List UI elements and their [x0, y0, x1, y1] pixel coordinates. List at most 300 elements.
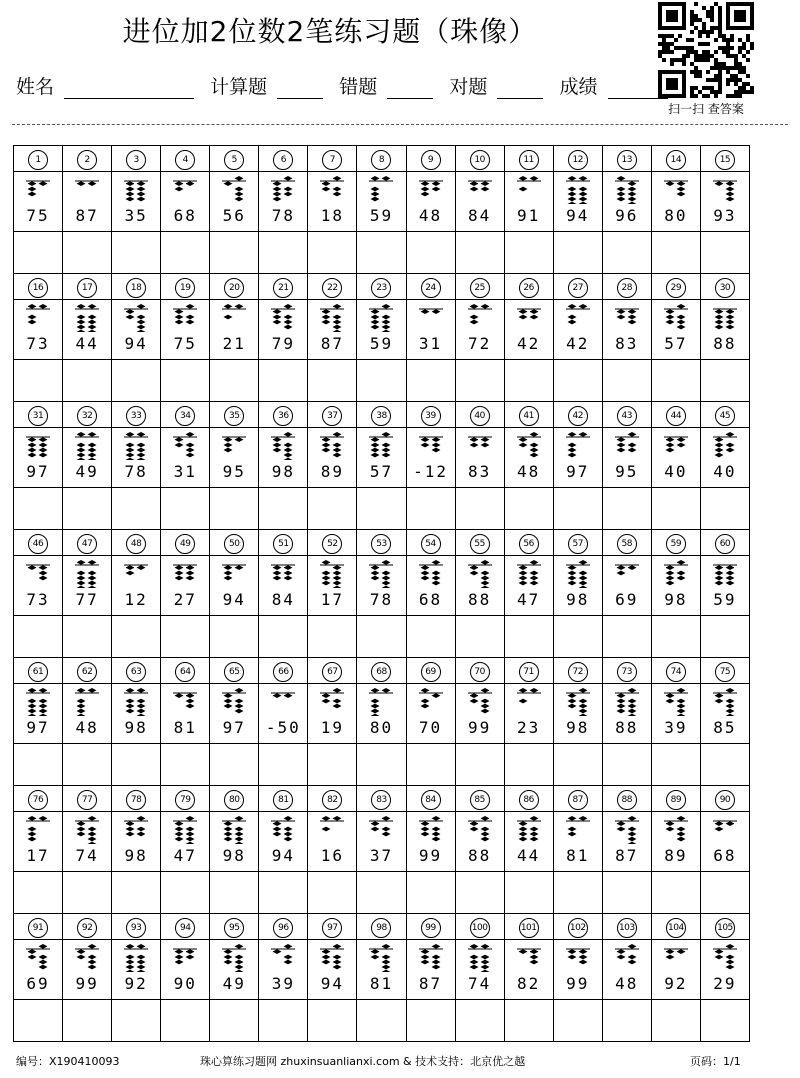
abacus-bead-icon	[123, 688, 149, 716]
earth-bead	[126, 571, 135, 576]
earth-bead	[28, 192, 37, 197]
problem-number-cell	[455, 658, 504, 684]
problem-number: 82	[322, 790, 342, 810]
answer-cell[interactable]	[455, 616, 504, 658]
problem-number: 88	[617, 790, 637, 810]
abacus-bead-icon	[270, 304, 296, 332]
answer-cell[interactable]	[308, 872, 357, 914]
earth-bead	[714, 320, 723, 325]
problem-number: 16	[28, 278, 48, 298]
answer-cell[interactable]	[553, 360, 602, 402]
heaven-bead	[126, 944, 135, 949]
answer-cell[interactable]	[14, 488, 63, 530]
earth-bead	[420, 827, 429, 832]
problem-number: 10	[470, 150, 490, 170]
answer-cell[interactable]	[553, 488, 602, 530]
problem-number: 96	[273, 918, 293, 938]
count-field[interactable]	[277, 76, 323, 99]
answer-cell[interactable]	[308, 488, 357, 530]
earth-bead	[28, 709, 37, 714]
earth-bead	[676, 837, 685, 842]
problem-number-cell	[651, 402, 700, 428]
answer-cell[interactable]	[357, 744, 406, 786]
answer-cell[interactable]	[602, 872, 651, 914]
problem-number: 71	[519, 662, 539, 682]
problem-cell	[455, 812, 504, 872]
problem-number-cell	[308, 402, 357, 428]
answer-cell[interactable]	[602, 616, 651, 658]
addend-number: 98	[664, 590, 688, 609]
heaven-bead	[322, 437, 331, 442]
heaven-bead	[665, 309, 674, 314]
earth-bead	[77, 571, 86, 576]
answer-cell[interactable]	[161, 1000, 210, 1042]
answer-cell[interactable]	[63, 1000, 112, 1042]
heaven-bead	[28, 565, 37, 570]
answer-cell[interactable]	[455, 232, 504, 274]
answer-cell[interactable]	[602, 232, 651, 274]
answer-cell[interactable]	[406, 232, 455, 274]
heaven-bead	[469, 181, 478, 186]
answer-cell[interactable]	[553, 744, 602, 786]
heaven-bead	[714, 181, 723, 186]
answer-cell[interactable]	[63, 616, 112, 658]
answer-cell[interactable]	[406, 1000, 455, 1042]
answer-cell[interactable]	[504, 1000, 553, 1042]
answer-cell[interactable]	[651, 360, 700, 402]
earth-bead	[284, 443, 293, 448]
answer-cell[interactable]	[455, 744, 504, 786]
earth-bead	[431, 187, 440, 192]
problem-cell	[553, 172, 602, 232]
name-field[interactable]	[64, 76, 194, 99]
problem-number: 9	[421, 150, 441, 170]
answer-cell[interactable]	[406, 616, 455, 658]
answer-cell[interactable]	[259, 232, 308, 274]
answer-cell[interactable]	[455, 1000, 504, 1042]
answer-cell[interactable]	[406, 360, 455, 402]
problem-number: 36	[273, 406, 293, 426]
heaven-bead	[578, 688, 587, 693]
answer-cell[interactable]	[259, 744, 308, 786]
earth-bead	[627, 827, 636, 832]
problem-number: 101	[519, 918, 539, 938]
heaven-bead	[175, 949, 184, 954]
heaven-bead	[77, 821, 86, 826]
answer-cell[interactable]	[406, 488, 455, 530]
answer-cell[interactable]	[504, 232, 553, 274]
problem-number: 24	[421, 278, 441, 298]
problem-number: 4	[175, 150, 195, 170]
heaven-bead	[322, 560, 331, 565]
abacus-bead-icon	[25, 560, 51, 588]
problem-number: 81	[273, 790, 293, 810]
answer-cell[interactable]	[14, 872, 63, 914]
earth-bead	[88, 448, 97, 453]
heaven-bead	[28, 816, 37, 821]
answer-cell[interactable]	[651, 616, 700, 658]
answer-cell[interactable]	[406, 744, 455, 786]
answer-cell[interactable]	[406, 872, 455, 914]
addend-number: 84	[271, 590, 295, 609]
answer-cell[interactable]	[161, 872, 210, 914]
heaven-bead	[665, 437, 674, 442]
answer-cell[interactable]	[161, 616, 210, 658]
abacus-bead-icon	[516, 816, 542, 844]
abacus-bead-icon	[467, 944, 493, 972]
earth-bead	[88, 955, 97, 960]
answer-cell[interactable]	[210, 488, 259, 530]
earth-bead	[382, 586, 391, 588]
earth-bead	[480, 581, 489, 586]
heaven-bead	[322, 949, 331, 954]
heaven-bead	[88, 181, 97, 186]
answer-cell[interactable]	[161, 744, 210, 786]
answer-cell[interactable]	[210, 1000, 259, 1042]
problem-number-cell	[455, 274, 504, 300]
earth-bead	[725, 448, 734, 453]
addend-number: 68	[713, 846, 737, 865]
earth-bead	[126, 458, 135, 460]
earth-bead	[529, 955, 538, 960]
addend-number: 80	[369, 718, 394, 737]
answer-cell[interactable]	[553, 872, 602, 914]
problem-cell	[161, 300, 210, 360]
answer-cell[interactable]	[63, 488, 112, 530]
earth-bead	[333, 453, 342, 458]
answer-cell[interactable]	[455, 488, 504, 530]
problem-cell	[259, 428, 308, 488]
earth-bead	[480, 699, 489, 704]
answer-cell[interactable]	[14, 616, 63, 658]
problem-number: 26	[519, 278, 539, 298]
addend-number: 47	[517, 590, 541, 609]
earth-bead	[77, 325, 86, 330]
answer-cell[interactable]	[210, 616, 259, 658]
answer-cell[interactable]	[504, 616, 553, 658]
answer-cell[interactable]	[602, 488, 651, 530]
earth-bead	[725, 192, 734, 197]
heaven-bead	[627, 181, 636, 186]
answer-cell[interactable]	[210, 744, 259, 786]
exercise-grid	[13, 145, 750, 1042]
heaven-bead	[420, 949, 429, 954]
abacus-bead-icon	[712, 176, 738, 204]
earth-bead	[382, 955, 391, 960]
answer-cell[interactable]	[112, 488, 161, 530]
problem-number-cell	[504, 274, 553, 300]
answer-cell[interactable]	[700, 1000, 749, 1042]
footer-code: 编号：X190410093	[16, 1055, 120, 1068]
addend-number: 77	[75, 590, 99, 609]
heaven-bead	[284, 176, 293, 181]
answer-cell[interactable]	[259, 488, 308, 530]
answer-cell[interactable]	[14, 744, 63, 786]
earth-bead	[235, 832, 244, 837]
problem-number: 64	[175, 662, 195, 682]
answer-cell[interactable]	[700, 232, 749, 274]
abacus-bead-icon	[221, 688, 247, 716]
earth-bead	[126, 970, 135, 972]
answer-cell[interactable]	[553, 232, 602, 274]
answer-cell[interactable]	[357, 1000, 406, 1042]
problem-cell	[63, 940, 112, 1000]
answer-cell[interactable]	[651, 232, 700, 274]
earth-bead	[420, 699, 429, 704]
answer-cell[interactable]	[357, 360, 406, 402]
earth-bead	[224, 837, 233, 842]
answer-cell[interactable]	[161, 488, 210, 530]
heaven-bead	[676, 304, 685, 309]
answer-cell[interactable]	[455, 360, 504, 402]
answer-cell[interactable]	[553, 616, 602, 658]
earth-bead	[28, 448, 37, 453]
problem-number-cell	[308, 530, 357, 556]
right-label: 对题	[449, 76, 488, 98]
problem-cell	[210, 172, 259, 232]
answer-cell[interactable]	[210, 232, 259, 274]
problem-number-cell	[357, 274, 406, 300]
earth-bead	[665, 955, 674, 960]
answer-cell[interactable]	[259, 360, 308, 402]
answer-cell[interactable]	[259, 1000, 308, 1042]
earth-bead	[567, 202, 576, 204]
addend-number: 97	[26, 718, 50, 737]
answer-cell[interactable]	[651, 488, 700, 530]
heaven-bead	[431, 944, 440, 949]
problem-cell	[210, 428, 259, 488]
answer-cell[interactable]	[700, 488, 749, 530]
answer-cell[interactable]	[504, 488, 553, 530]
problem-cell	[700, 300, 749, 360]
earth-bead	[77, 709, 86, 714]
addend-number: 78	[369, 590, 394, 609]
answer-cell[interactable]	[308, 616, 357, 658]
answer-cell[interactable]	[112, 872, 161, 914]
earth-bead	[665, 320, 674, 325]
abacus-bead-icon	[565, 176, 591, 204]
heaven-bead	[284, 565, 293, 570]
earth-bead	[126, 187, 135, 192]
addend-number: 95	[222, 462, 246, 481]
earth-bead	[39, 965, 48, 970]
addend-number: 87	[418, 974, 443, 993]
problem-number: 97	[322, 918, 342, 938]
answer-cell[interactable]	[308, 232, 357, 274]
problem-number: 105	[715, 918, 735, 938]
problem-cell	[651, 812, 700, 872]
answer-cell[interactable]	[308, 1000, 357, 1042]
answer-cell[interactable]	[700, 616, 749, 658]
heaven-bead	[273, 949, 282, 954]
answer-cell[interactable]	[63, 744, 112, 786]
heaven-bead	[725, 565, 734, 570]
earth-bead	[88, 453, 97, 458]
answer-cell[interactable]	[700, 360, 749, 402]
earth-bead	[616, 699, 625, 704]
earth-bead	[627, 837, 636, 842]
problem-number-cell	[602, 530, 651, 556]
problem-number-cell	[112, 658, 161, 684]
abacus-bead-icon	[74, 304, 100, 332]
heaven-bead	[28, 304, 37, 309]
earth-bead	[39, 453, 48, 458]
earth-bead	[284, 458, 293, 460]
problem-cell	[651, 684, 700, 744]
problem-number-cell	[553, 658, 602, 684]
answer-cell[interactable]	[259, 872, 308, 914]
earth-bead	[235, 699, 244, 704]
answer-cell[interactable]	[504, 360, 553, 402]
earth-bead	[273, 192, 282, 197]
heaven-bead	[676, 437, 685, 442]
abacus-bead-icon	[270, 432, 296, 460]
answer-cell[interactable]	[651, 872, 700, 914]
heaven-bead	[578, 432, 587, 437]
earth-bead	[616, 443, 625, 448]
answer-cell[interactable]	[455, 872, 504, 914]
answer-cell[interactable]	[161, 360, 210, 402]
addend-number: 85	[713, 718, 737, 737]
problem-cell	[455, 428, 504, 488]
answer-cell[interactable]	[259, 616, 308, 658]
problem-number-cell	[504, 146, 553, 172]
addend-number: 94	[271, 846, 295, 865]
earth-bead	[431, 837, 440, 842]
earth-bead	[88, 832, 97, 837]
heaven-bead	[480, 944, 489, 949]
problem-number: 39	[421, 406, 441, 426]
answer-cell[interactable]	[112, 1000, 161, 1042]
abacus-bead-icon	[663, 176, 689, 204]
problem-number: 47	[77, 534, 97, 554]
answer-cell[interactable]	[210, 360, 259, 402]
earth-bead	[578, 704, 587, 709]
answer-cell[interactable]	[112, 744, 161, 786]
problem-number-cell	[504, 658, 553, 684]
earth-bead	[224, 699, 233, 704]
answer-cell[interactable]	[357, 488, 406, 530]
answer-cell[interactable]	[112, 232, 161, 274]
heaven-bead	[480, 181, 489, 186]
abacus-bead-icon	[565, 688, 591, 716]
answer-cell[interactable]	[357, 232, 406, 274]
heaven-bead	[627, 309, 636, 314]
heaven-bead	[28, 181, 37, 186]
abacus-bead-icon	[172, 560, 198, 588]
problem-number: 23	[371, 278, 391, 298]
problem-number: 14	[666, 150, 686, 170]
addend-number: 31	[173, 462, 197, 481]
earth-bead	[273, 832, 282, 837]
problem-cell	[406, 172, 455, 232]
answer-cell[interactable]	[112, 360, 161, 402]
earth-bead	[725, 965, 734, 970]
problem-number: 53	[371, 534, 391, 554]
answer-cell[interactable]	[210, 872, 259, 914]
earth-bead	[567, 827, 576, 832]
earth-bead	[28, 704, 37, 709]
problem-number: 60	[715, 534, 735, 554]
answer-cell[interactable]	[14, 1000, 63, 1042]
abacus-bead-icon	[368, 560, 394, 588]
answer-cell[interactable]	[651, 744, 700, 786]
qr-code-icon[interactable]	[658, 2, 754, 98]
answer-cell[interactable]	[308, 360, 357, 402]
answer-cell[interactable]	[14, 360, 63, 402]
answer-cell[interactable]	[651, 1000, 700, 1042]
heaven-bead	[284, 432, 293, 437]
earth-bead	[137, 714, 146, 716]
answer-cell[interactable]	[357, 872, 406, 914]
problem-number: 51	[273, 534, 293, 554]
problem-number-cell	[406, 914, 455, 940]
answer-cell[interactable]	[602, 1000, 651, 1042]
earth-bead	[469, 320, 478, 325]
earth-bead	[186, 827, 195, 832]
problem-number-cell	[210, 658, 259, 684]
problem-number-cell	[553, 274, 602, 300]
heaven-bead	[518, 176, 527, 181]
problem-number: 6	[273, 150, 293, 170]
wrong-field[interactable]	[387, 76, 433, 99]
answer-cell[interactable]	[553, 1000, 602, 1042]
problem-number-cell	[112, 914, 161, 940]
problem-cell	[553, 428, 602, 488]
heaven-bead	[529, 432, 538, 437]
heaven-bead	[224, 821, 233, 826]
heaven-bead	[567, 176, 576, 181]
problem-cell	[210, 940, 259, 1000]
problem-number-cell	[112, 402, 161, 428]
heaven-bead	[371, 565, 380, 570]
name-label: 姓名	[16, 76, 55, 98]
answer-cell[interactable]	[504, 872, 553, 914]
answer-cell[interactable]	[602, 360, 651, 402]
addend-number: 97	[566, 462, 590, 481]
answer-cell[interactable]	[700, 872, 749, 914]
earth-bead	[322, 699, 331, 704]
heaven-bead	[714, 437, 723, 442]
problem-number: 44	[666, 406, 686, 426]
right-field[interactable]	[497, 76, 543, 99]
answer-cell[interactable]	[14, 232, 63, 274]
heaven-bead	[627, 944, 636, 949]
earth-bead	[714, 699, 723, 704]
answer-cell[interactable]	[504, 744, 553, 786]
earth-bead	[322, 320, 331, 325]
answer-cell[interactable]	[700, 744, 749, 786]
abacus-bead-icon	[319, 688, 345, 716]
answer-cell[interactable]	[602, 744, 651, 786]
problem-number-cell	[651, 786, 700, 812]
answer-cell[interactable]	[63, 360, 112, 402]
earth-bead	[322, 187, 331, 192]
heaven-bead	[431, 181, 440, 186]
answer-cell[interactable]	[308, 744, 357, 786]
abacus-bead-icon	[565, 304, 591, 332]
answer-cell[interactable]	[63, 232, 112, 274]
abacus-bead-icon	[25, 944, 51, 972]
answer-cell[interactable]	[161, 232, 210, 274]
earth-bead	[529, 315, 538, 320]
problem-number: 99	[421, 918, 441, 938]
earth-bead	[578, 714, 587, 716]
heaven-bead	[627, 432, 636, 437]
answer-cell[interactable]	[63, 872, 112, 914]
answer-cell[interactable]	[357, 616, 406, 658]
answer-cell[interactable]	[112, 616, 161, 658]
